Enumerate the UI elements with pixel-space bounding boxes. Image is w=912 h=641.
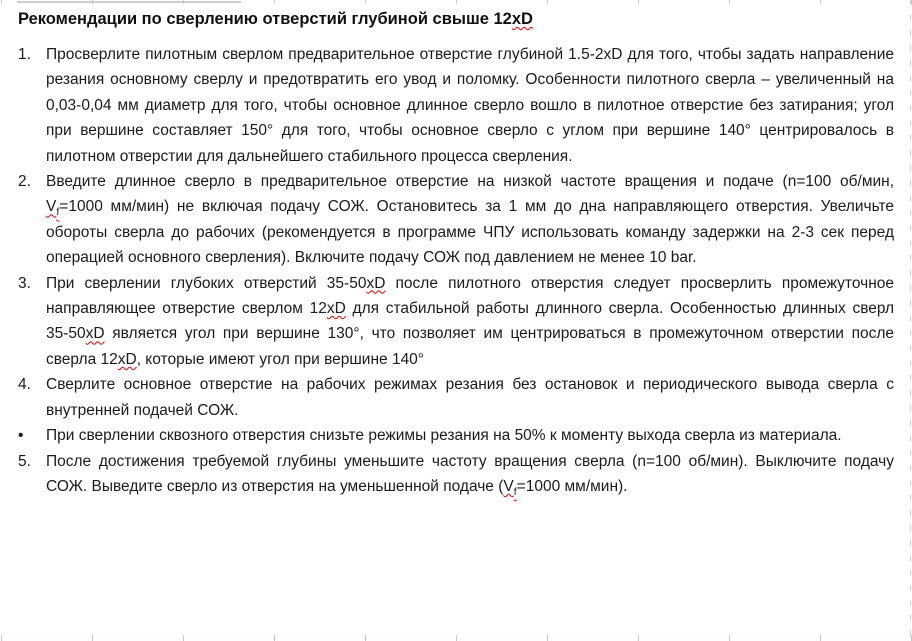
list-item-5 xyxy=(18,423,894,448)
table-edge-bottom xyxy=(0,635,912,641)
list-item-text: Сверлите основное отверстие на рабочих режимах резания без остановок и периодического вывода сверла с внутренней подачей СОЖ. xyxy=(46,376,894,419)
list-item-marker: 4. xyxy=(18,376,31,394)
list-item-2 xyxy=(18,169,894,271)
list-item-marker: 1. xyxy=(18,46,31,63)
list-item-text: Введите длинное сверло в предварительное отверстие на низкой частоте вращения и подаче (n=100 об/мин, $V_f=1000$ мм/мин) не включая подачу СОЖ. Остановитесь за 1 мм до дна направляющего отверстия. Увеличьте обороты сверла до рабочих (рекомендуется в программе ЧПУ использовать команду задержки на 2-3 сек перед операцией основного сверления). Включите подачу СОЖ под давлением не менее 10 bar. xyxy=(46,173,894,267)
list-item-marker: 3. xyxy=(18,274,31,292)
list-item-text: При сверлении глубоких отверстий 35-50xD после пилотного отверстия следует просверлить промежуточное направляющее отверстие сверлом 12xD для стабильной работы длинного сверла. Особенностью длинных сверл 35-50xD является угол при вершине 130°, что позволяет им центрироваться в промежуточном отверстии после сверла 12xD, которые имеют угол при вершине 140° xyxy=(46,274,895,368)
list-item-text: После достижения требуемой глубины уменьшите частоту вращения сверла (n=100 об/мин). Выключите подачу СОЖ. Выведите сверло из отверстия на уменьшенной подаче ($V_f=1000$ мм/мин). xyxy=(46,452,894,498)
document-title: Рекомендации по сверлению отверстий глубиной свыше 12xD xyxy=(18,10,533,28)
list-item-3 xyxy=(18,271,894,373)
list-item-text: Просверлите пилотным сверлом предварительное отверстие глубиной 1.5-2xD для того, чтобы задать направление резания основному сверлу и предотвратить его увод и поломку. Особенности пилотного сверла – увеличенный на 0,03-0,04 мм диаметр для того, чтобы основное длинное сверло вошло в пилотное отверстие без затирания; угол при вершине составляет 150° для того, чтобы основное сверло с углом при вершине 140° центрировалось в пилотном отверстии для дальнейшего стабильного процесса сверления. xyxy=(46,46,894,165)
page-edge-right xyxy=(910,0,911,641)
list-item-6 xyxy=(18,449,894,500)
list-item-text: При сверлении сквозного отверстия снизьте режимы резания на 50% к моменту выхода сверла из материала. xyxy=(46,427,842,445)
table-edge-top-streak xyxy=(17,1,241,3)
list-item-marker: 2. xyxy=(18,173,31,191)
list-item-4 xyxy=(18,372,894,423)
list-item-marker: 5. xyxy=(18,452,31,470)
list-item-1 xyxy=(18,42,894,169)
list-item-marker: • xyxy=(18,427,24,445)
recommendations-list xyxy=(18,42,894,499)
